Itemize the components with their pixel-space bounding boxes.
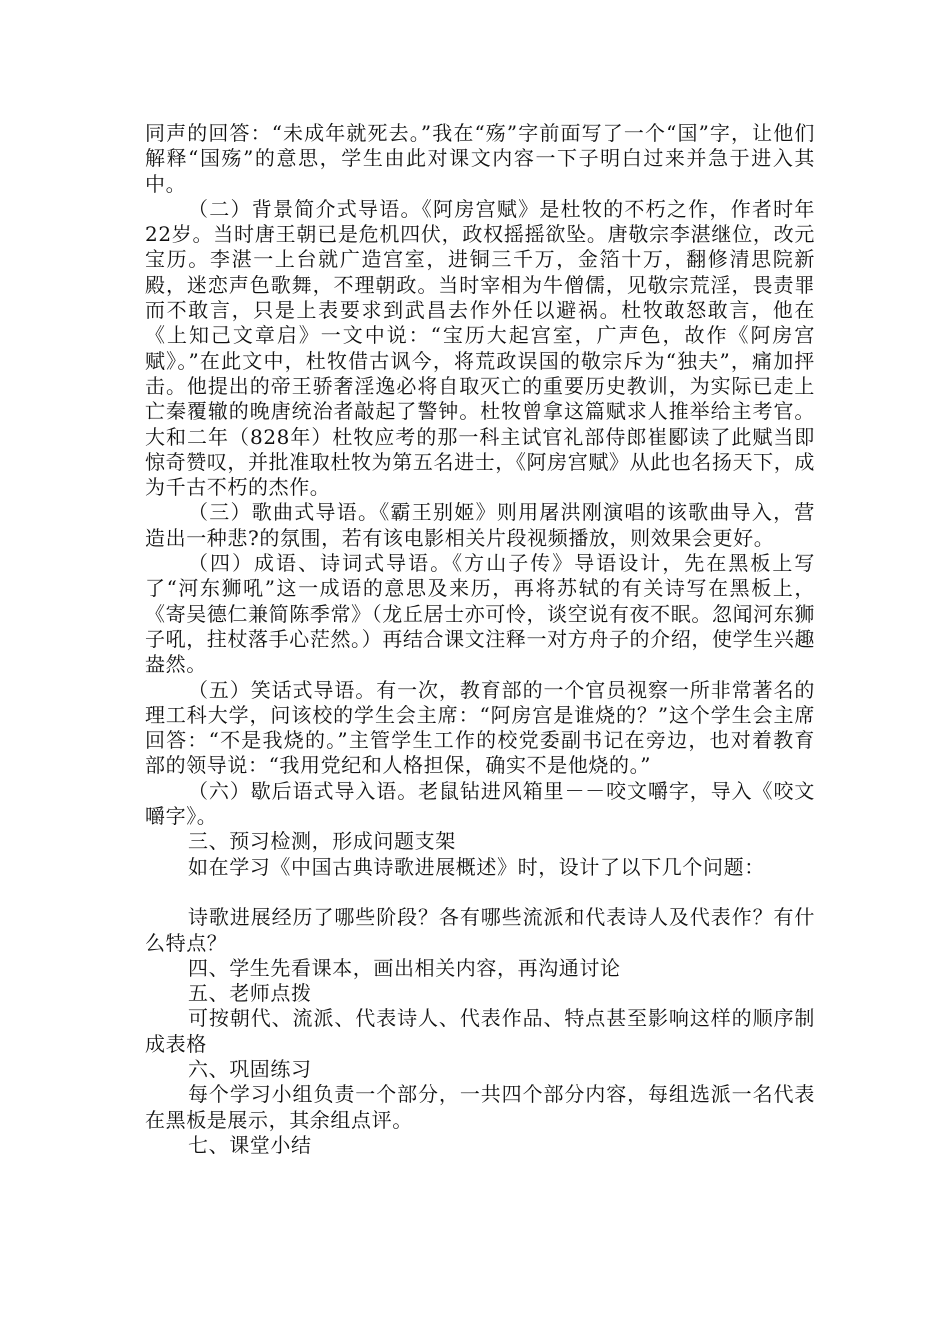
blank-line	[145, 880, 815, 905]
paragraph: 三、预习检测，形成问题支架	[188, 829, 456, 854]
paragraph: 诗歌进展经历了哪些阶段？各有哪些流派和代表诗人及代表作？有什么特点？	[145, 905, 815, 955]
paragraph: （五）笑话式导语。有一次，教育部的一个官员视察一所非常著名的理工科大学，问该校的学生会主席：“阿房宫是谁烧的？”这个学生会主席回答：“不是我烧的。”主管学生工作的校党委副书记在旁边，也对着教育部的领导说：“我用党纪和人格担保，确实不是他烧的。”	[145, 677, 815, 778]
paragraph: 如在学习《中国古典诗歌进展概述》时，设计了以下几个问题：	[188, 854, 765, 879]
paragraph: （四）成语、诗词式导语。《方山子传》导语设计，先在黑板上写了“河东狮吼”这一成语的意思及来历，再将苏轼的有关诗写在黑板上，《寄吴德仁兼简陈季常》（龙丘居士亦可怜，谈空说有夜不眠。忽闻河东狮子吼，拄杖落手心茫然。）再结合课文注释一对方舟子的介绍，使学生兴趣盎然。	[145, 551, 815, 677]
paragraph: （二）背景简介式导语。《阿房宫赋》是杜牧的不朽之作，作者时年22岁。当时唐王朝已是危机四伏，政权摇摇欲坠。唐敬宗李湛继位，改元宝历。李湛一上台就广造宫室，进铜三千万，金箔十万，翻修清思院新殿，迷恋声色歌舞，不理朝政。当时宰相为牛僧儒，见敬宗荒淫，畏责罪而不敢言，只是上表要求到武昌去作外任以避祸。杜牧敢怒敢言，他在《上知己文章启》一文中说：“宝历大起宫室，广声色，故作《阿房宫赋》。”在此文中，杜牧借古讽今，将荒政误国的敬宗斥为“独夫”，痛加抨击。他提出的帝王骄奢淫逸必将自取灭亡的重要历史教训，为实际已走上亡秦覆辙的晚唐统治者敲起了警钟。杜牧曾拿这篇赋求人推举给主考官。大和二年（828年）杜牧应考的那一科主试官礼部侍郎崔郾读了此赋当即惊奇赞叹，并批准取杜牧为第五名进士，《阿房宫赋》从此也名扬天下，成为千古不朽的杰作。	[145, 196, 815, 500]
paragraph: 同声的回答：“未成年就死去。”我在“殇”字前面写了一个“国”字，让他们解释“国殇”的意思，学生由此对课文内容一下子明白过来并急于进入其中。	[145, 121, 815, 196]
paragraph: 四、学生先看课本，画出相关内容，再沟通讨论	[188, 955, 621, 980]
document-body	[145, 121, 815, 1158]
paragraph: 六、巩固练习	[188, 1056, 312, 1081]
paragraph: 七、课堂小结	[188, 1132, 312, 1157]
paragraph: 每个学习小组负责一个部分，一共四个部分内容，每组选派一名代表在黑板是展示，其余组点评。	[145, 1082, 815, 1132]
paragraph: 可按朝代、流派、代表诗人、代表作品、特点甚至影响这样的顺序制成表格	[145, 1006, 815, 1056]
paragraph: （三）歌曲式导语。《霸王别姬》则用屠洪刚演唱的该歌曲导入，营造出一种悲?的氛围，若有该电影相关片段视频播放，则效果会更好。	[145, 500, 815, 550]
paragraph: 五、老师点拨	[188, 981, 312, 1006]
paragraph: （六）歇后语式导入语。老鼠钻进风箱里－－咬文嚼字，导入《咬文嚼字》。	[145, 778, 815, 829]
